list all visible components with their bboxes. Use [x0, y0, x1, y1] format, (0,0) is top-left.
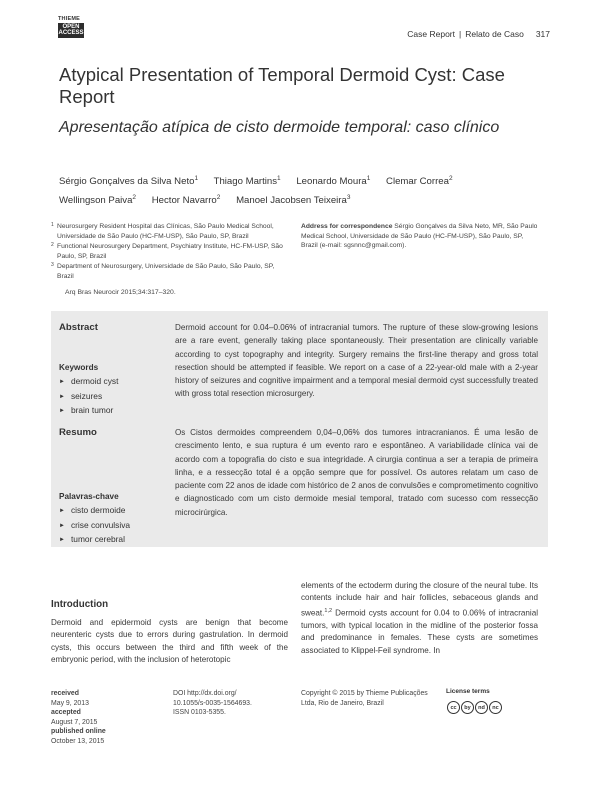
- abstract-text: Dermoid account for 0.04–0.06% of intracranial tumors. The rupture of these slow-growing lesions are a rare event, generally taking place spontaneously. Their presentation are clinically variable according to cyst topography and integrity. Surgery remains the first-line therapy and gross total resection should be attempted if feasible. We report on a case of a 22-year-old male with a 2-year history of seizures and cognitive impairment and a temporal mesial dermoid cyst successfully treated with gross total resection microsurgery.: [175, 323, 538, 399]
- keyword: ► seizures: [59, 390, 118, 405]
- header-section-pt: Relato de Caso: [465, 29, 524, 39]
- author-list: [59, 171, 539, 209]
- author: Manoel Jacobsen Teixeira$^3$: [236, 194, 351, 207]
- header-divider: |: [459, 29, 462, 39]
- cc-icon: cc: [447, 701, 460, 714]
- palavras-chave-list: [59, 504, 130, 548]
- citation: Arq Bras Neurocir 2015;34:317–320.: [65, 289, 176, 296]
- accepted-date: August 7, 2015: [51, 718, 98, 726]
- received-date: May 9, 2013: [51, 699, 89, 707]
- keywords-heading: Keywords: [59, 363, 99, 372]
- logo-open-access-box: [58, 23, 84, 38]
- cc-nc-icon: nc: [489, 701, 502, 714]
- affiliation: 1 Neurosurgery Resident Hospital das Clínicas, São Paulo Medical School, Universidade de São Paulo (HC-FM-USP), São Paulo, SP, Brazil: [51, 222, 274, 240]
- palavras-chave-heading: Palavras-chave: [59, 492, 119, 501]
- affiliation: 2 Functional Neurosurgery Department, Psychiatry Institute, HC-FM-USP, São Paulo, SP, Brazil: [51, 242, 283, 260]
- keyword: ► crise convulsiva: [59, 519, 130, 534]
- cc-nd-icon: nd: [475, 701, 488, 714]
- issn: ISSN 0103-5355.: [173, 709, 226, 716]
- thieme-open-access-logo: [58, 16, 84, 38]
- address-label: Address for correspondence: [301, 223, 393, 230]
- license-icons[interactable]: [447, 701, 502, 714]
- doi-block: [173, 689, 252, 718]
- dates-block: [51, 689, 106, 746]
- keyword: ► brain tumor: [59, 404, 118, 419]
- resumo-heading: Resumo: [59, 427, 97, 438]
- copyright: Copyright © 2015 by Thieme Publicações Ltda, Rio de Janeiro, Brazil: [301, 690, 428, 707]
- page-number: 317: [535, 29, 550, 39]
- affiliations: [51, 222, 291, 282]
- logo-thieme-text: THIEME: [58, 16, 80, 22]
- author: Thiago Martins$^1$: [213, 175, 281, 188]
- logo-open-text: OPEN: [62, 24, 80, 30]
- running-header: [407, 29, 550, 39]
- article-title: Atypical Presentation of Temporal Dermoid Cyst: Case Report: [59, 64, 505, 107]
- introduction-col1: Dermoid and epidermoid cysts are benign that become neurenteric cysts due to errors during gastrulation. In dermoid cysts, this occurs between the third and fifth week of the embryonic period, with the inclusion of heterotopic: [51, 618, 288, 665]
- published-label: published online: [51, 728, 106, 735]
- introduction-col2: elements of the ectoderm during the closure of the neural tube. Its contents include hair and hair follicles, sebaceous glands and sweat.$^{1,2}$ Dermoid cysts account for 0.04 to 0.06% of intracranial tumors, with typical location in the midline of the posterior fossa and predominance in females. These cysts are sometimes associated to Klippel-Feil syndrome. In: [301, 581, 538, 655]
- address-text: Sérgio Gonçalves da Silva Neto, MR, São Paulo Medical School, Universidade de São Paulo (HC-FM-USP), São Paulo, SP, Brazil (e-mail: sgsnnc@gmail.com).: [301, 223, 538, 249]
- introduction-heading: Introduction: [51, 599, 109, 610]
- resumo-text: Os Cistos dermoides compreendem 0,04–0,06% dos tumores intracranianos. É uma lesão de crescimento lento, e sua ruptura é um evento raro e espontâneo. A variabilidade clínica vai de acordo com a topografia do cisto e sua integridade. A cirurgia continua a ser a terapia de primeira linha, e a ressecção total é a opção sempre que for possível. Os autores relatam um caso de paciente com 22 anos de idade com histórico de 2 anos de convulsões e comprometimento cognitivo e diagnosticado com um cisto dermoide mesial temporal, tratado com sucesso com ressecção microcirúrgica.: [175, 428, 538, 517]
- published-date: October 13, 2015: [51, 737, 105, 745]
- author: Wellingson Paiva$^2$: [59, 194, 137, 207]
- article-subtitle: Apresentação atípica de cisto dermoide temporal: caso clínico: [59, 119, 500, 136]
- author: Clemar Correa$^2$: [386, 175, 453, 188]
- cc-by-icon: by: [461, 701, 474, 714]
- keywords-list: [59, 375, 118, 419]
- author: Hector Navarro$^2$: [151, 194, 221, 207]
- keyword: ► dermoid cyst: [59, 375, 118, 390]
- correspondence-address: [301, 222, 539, 251]
- accepted-label: accepted: [51, 709, 81, 716]
- received-label: received: [51, 690, 79, 697]
- doi-line1[interactable]: DOI http://dx.doi.org/: [173, 690, 237, 697]
- keyword: ► cisto dermoide: [59, 504, 130, 519]
- abstract-heading: Abstract: [59, 322, 98, 333]
- affiliation: 3 Department of Neurosurgery, Universidade de São Paulo, São Paulo, SP, Brazil: [51, 262, 275, 280]
- license-terms-label: License terms: [446, 688, 490, 695]
- keyword: ► tumor cerebral: [59, 533, 130, 548]
- logo-access-text: ACCESS: [58, 30, 84, 37]
- author: Sérgio Gonçalves da Silva Neto$^1$: [59, 175, 199, 188]
- header-section-en: Case Report: [407, 29, 455, 39]
- author: Leonardo Moura$^1$: [296, 175, 371, 188]
- doi-line2: 10.1055/s-0035-1564693.: [173, 699, 252, 707]
